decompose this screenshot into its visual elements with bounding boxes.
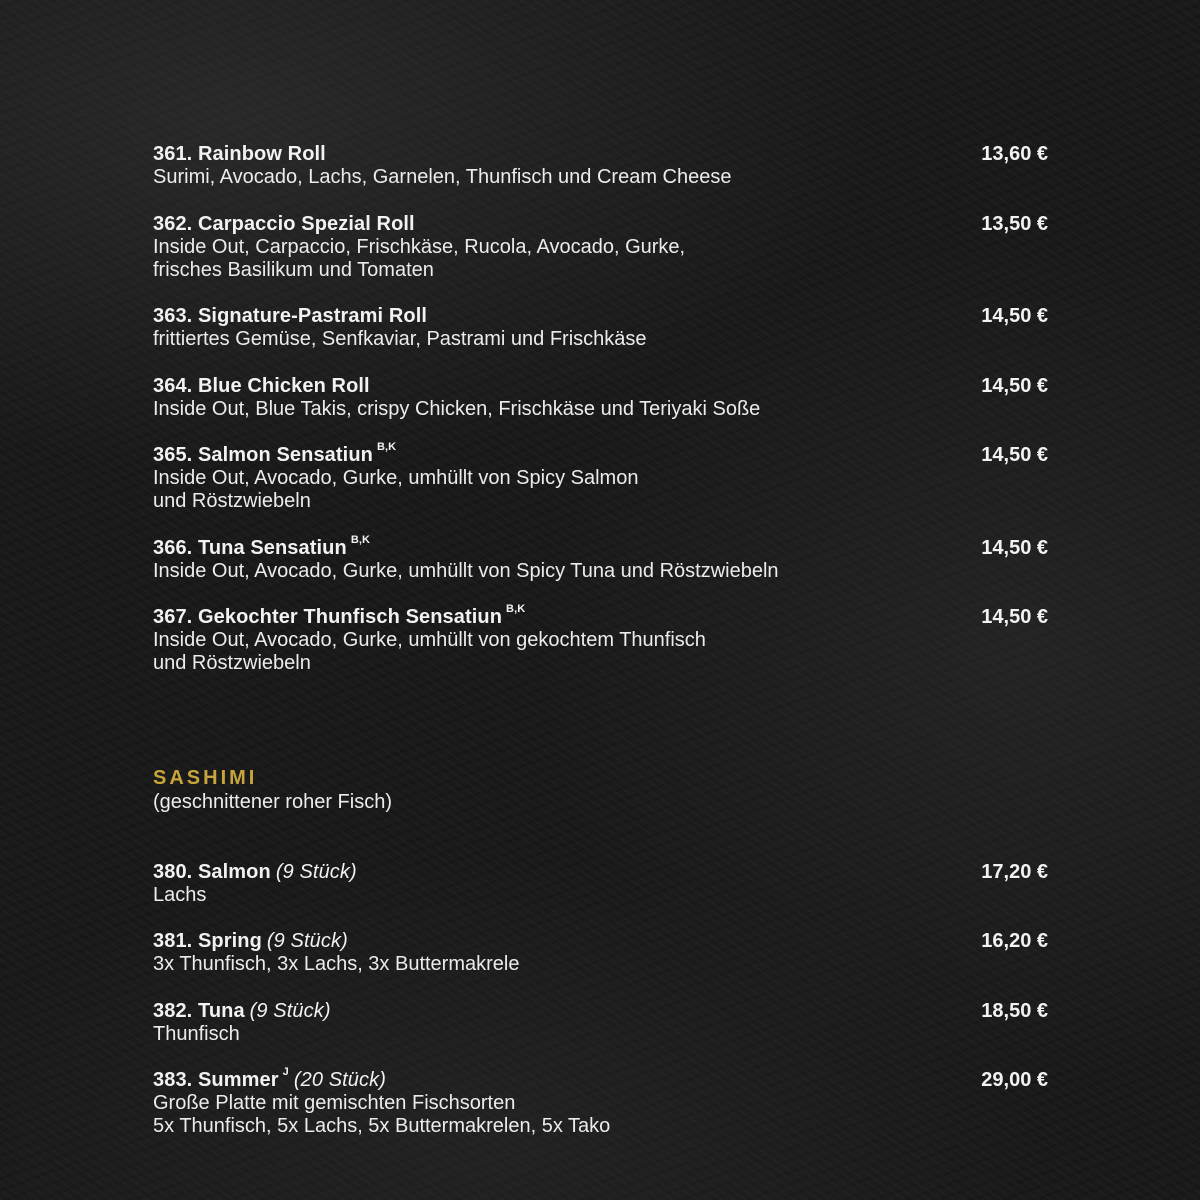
item-name: 361. Rainbow Roll: [153, 143, 326, 165]
item-description: Inside Out, Avocado, Gurke, umhüllt von Spicy Salmon: [153, 467, 639, 489]
item-description: Lachs: [153, 884, 207, 906]
item-name: 367. Gekochter Thunfisch Sensatiun $^{B,K}$: [153, 603, 526, 628]
item-quantity: (20 Stück): [293, 1069, 386, 1091]
item-price: 29,00 €: [981, 1069, 1048, 1091]
item-quantity: (9 Stück): [275, 861, 357, 883]
item-price: 13,50 €: [981, 213, 1048, 235]
menu-item-380: [153, 861, 1048, 907]
item-description: Inside Out, Avocado, Gurke, umhüllt von gekochtem Thunfisch: [153, 629, 706, 651]
item-price: 18,50 €: [981, 1000, 1048, 1022]
item-price: 14,50 €: [981, 375, 1048, 397]
item-name: 380. Salmon (9 Stück): [153, 861, 357, 883]
item-quantity: (9 Stück): [249, 1000, 331, 1022]
allergen-marker: B,K: [350, 534, 371, 547]
item-description: 3x Thunfisch, 3x Lachs, 3x Buttermakrele: [153, 953, 520, 975]
allergen-marker: B,K: [506, 603, 526, 616]
menu-item-362: [153, 213, 1048, 282]
item-description: Inside Out, Carpaccio, Frischkäse, Rucola, Avocado, Gurke,: [153, 236, 686, 258]
menu-item-363: [153, 305, 1048, 351]
menu-item-364: [153, 375, 1048, 421]
item-description: Große Platte mit gemischten Fischsorten: [153, 1092, 516, 1114]
item-description: und Röstzwiebeln: [153, 490, 311, 512]
item-price: 14,50 €: [981, 305, 1048, 327]
item-description: und Röstzwiebeln: [153, 652, 311, 674]
item-name: 382. Tuna (9 Stück): [153, 1000, 331, 1022]
item-description: Inside Out, Avocado, Gurke, umhüllt von Spicy Tuna und Röstzwiebeln: [153, 560, 779, 582]
item-description: Thunfisch: [153, 1023, 240, 1045]
item-price: 14,50 €: [981, 444, 1048, 466]
menu-item-365: [153, 441, 1048, 513]
menu-item-367: [153, 603, 1048, 675]
item-name: 383. Summer $^J$ (20 Stück): [153, 1066, 386, 1091]
allergen-marker: B,K: [376, 441, 397, 454]
item-description: frisches Basilikum und Tomaten: [153, 259, 434, 281]
item-name: 366. Tuna Sensatiun $^{B,K}$: [153, 534, 371, 559]
menu-item-381: [153, 930, 1048, 976]
menu-item-383: [153, 1066, 1048, 1138]
item-price: 17,20 €: [981, 861, 1048, 883]
item-description: Surimi, Avocado, Lachs, Garnelen, Thunfisch und Cream Cheese: [153, 166, 732, 188]
item-price: 14,50 €: [981, 606, 1048, 628]
item-name: 365. Salmon Sensatiun $^{B,K}$: [153, 441, 397, 466]
item-price: 16,20 €: [981, 930, 1048, 952]
item-name: 381. Spring (9 Stück): [153, 930, 348, 952]
allergen-marker: J: [282, 1066, 289, 1079]
item-price: 13,60 €: [981, 143, 1048, 165]
item-name: 364. Blue Chicken Roll: [153, 375, 370, 397]
item-description: frittiertes Gemüse, Senfkaviar, Pastrami und Frischkäse: [153, 328, 647, 350]
item-name: 362. Carpaccio Spezial Roll: [153, 213, 415, 235]
item-description: Inside Out, Blue Takis, crispy Chicken, Frischkäse und Teriyaki Soße: [153, 398, 761, 420]
menu-item-366: [153, 534, 1048, 583]
section-title-sashimi: SASHIMI: [153, 767, 258, 789]
item-description: 5x Thunfisch, 5x Lachs, 5x Buttermakrelen, 5x Tako: [153, 1115, 611, 1137]
item-quantity: (9 Stück): [266, 930, 348, 952]
item-name: 363. Signature-Pastrami Roll: [153, 305, 428, 327]
menu-item-382: [153, 1000, 1048, 1046]
menu-item-361: [153, 143, 1048, 189]
section-subtitle: (geschnittener roher Fisch): [153, 791, 392, 813]
item-price: 14,50 €: [981, 537, 1048, 559]
